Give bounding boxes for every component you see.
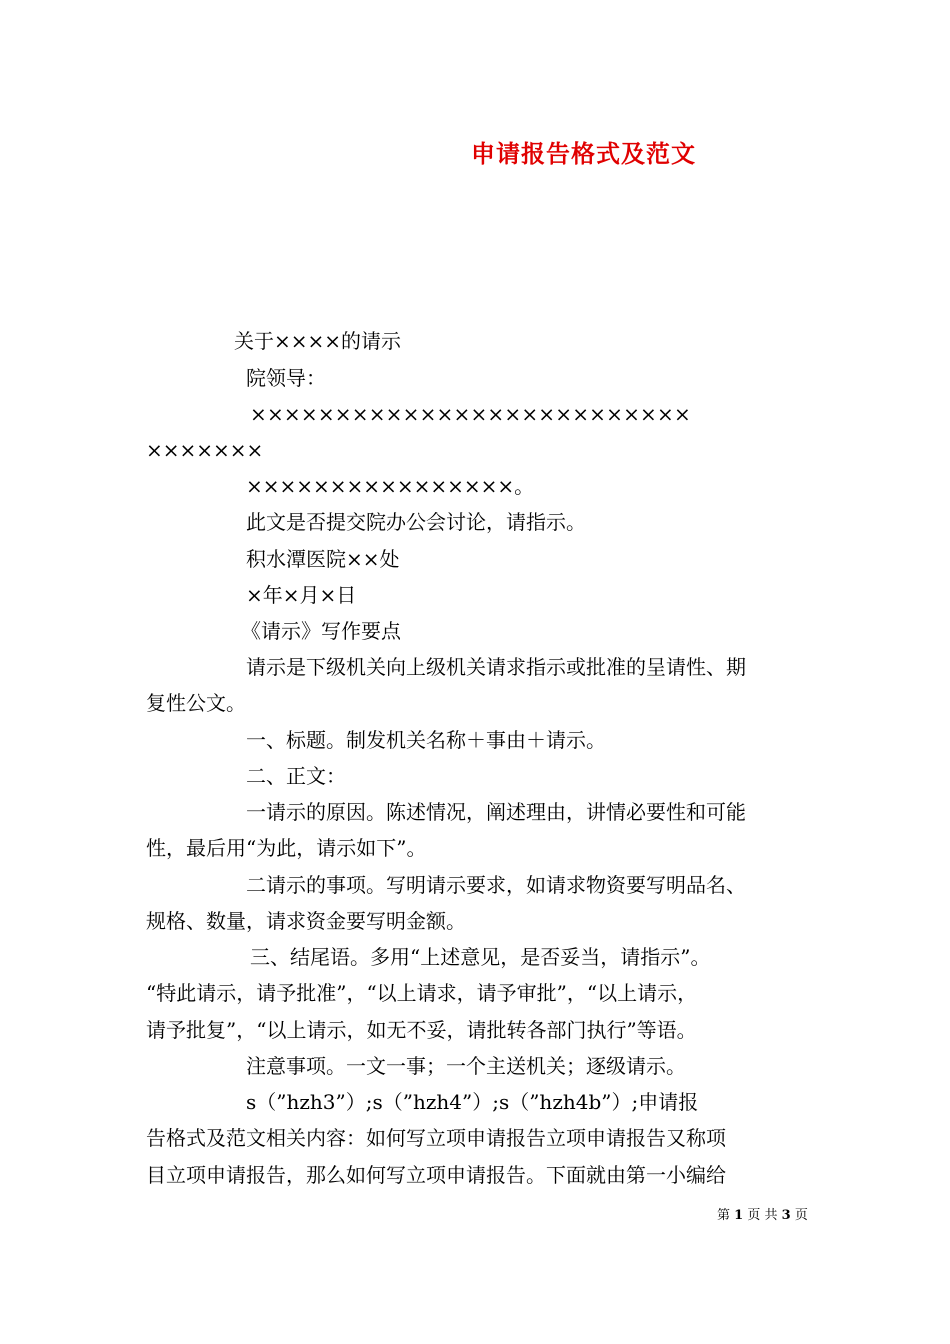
body-placeholder-line-3: ××××××××××××××××。 <box>246 474 535 498</box>
page-footer <box>717 1204 808 1223</box>
document-title: 申请报告格式及范文 <box>471 139 696 168</box>
body-placeholder-line-1: ×××××××××××××××××××××××××× <box>250 402 691 426</box>
request-heading: 关于××××的请示 <box>234 329 402 353</box>
signature-date: ×年×月×日 <box>246 583 357 607</box>
request-question: 此文是否提交院办公会讨论，请指示。 <box>246 510 586 534</box>
salutation: 院领导： <box>246 366 326 390</box>
section-heading: 《请示》写作要点 <box>241 619 401 643</box>
paragraph-line: 三、结尾语。多用“上述意见，是否妥当，请指示”。 <box>250 945 711 969</box>
paragraph-line: 请示是下级机关向上级机关请求指示或批准的呈请性、期 <box>246 655 746 679</box>
paragraph-line: “特此请示，请予批准”，“以上请求，请予审批”，“以上请示， <box>146 981 698 1005</box>
paragraph-line: s（”hzh3”）;s（”hzh4”）;s（”hzh4b”）;申请报 <box>246 1090 699 1114</box>
paragraph-line: 一、标题。制发机关名称＋事由＋请示。 <box>246 728 606 752</box>
paragraph-line: 规格、数量，请求资金要写明金额。 <box>146 909 466 933</box>
paragraph-line: 一请示的原因。陈述情况，阐述理由，讲情必要性和可能 <box>246 800 746 824</box>
footer-suffix: 页 <box>794 1208 808 1223</box>
body-placeholder-line-2: ××××××× <box>146 438 264 462</box>
paragraph-line: 复性公文。 <box>146 691 246 715</box>
paragraph-line: 二请示的事项。写明请示要求，如请求物资要写明品名、 <box>246 873 746 897</box>
footer-prefix: 第 <box>717 1208 731 1223</box>
footer-middle: 页 共 <box>747 1208 778 1223</box>
paragraph-line: 请予批复”，“以上请示，如无不妥，请批转各部门执行”等语。 <box>146 1018 697 1042</box>
footer-total-pages: 3 <box>781 1208 791 1223</box>
paragraph-line: 注意事项。一文一事；一个主送机关；逐级请示。 <box>246 1054 686 1078</box>
paragraph-line: 告格式及范文相关内容：如何写立项申请报告立项申请报告又称项 <box>146 1126 726 1150</box>
paragraph-line: 性，最后用“为此，请示如下”。 <box>146 836 427 860</box>
paragraph-line: 二、正文： <box>246 764 346 788</box>
signature-org: 积水潭医院××处 <box>246 547 400 571</box>
paragraph-line: 目立项申请报告，那么如何写立项申请报告。下面就由第一小编给 <box>146 1163 726 1187</box>
footer-page-number: 1 <box>734 1208 744 1223</box>
